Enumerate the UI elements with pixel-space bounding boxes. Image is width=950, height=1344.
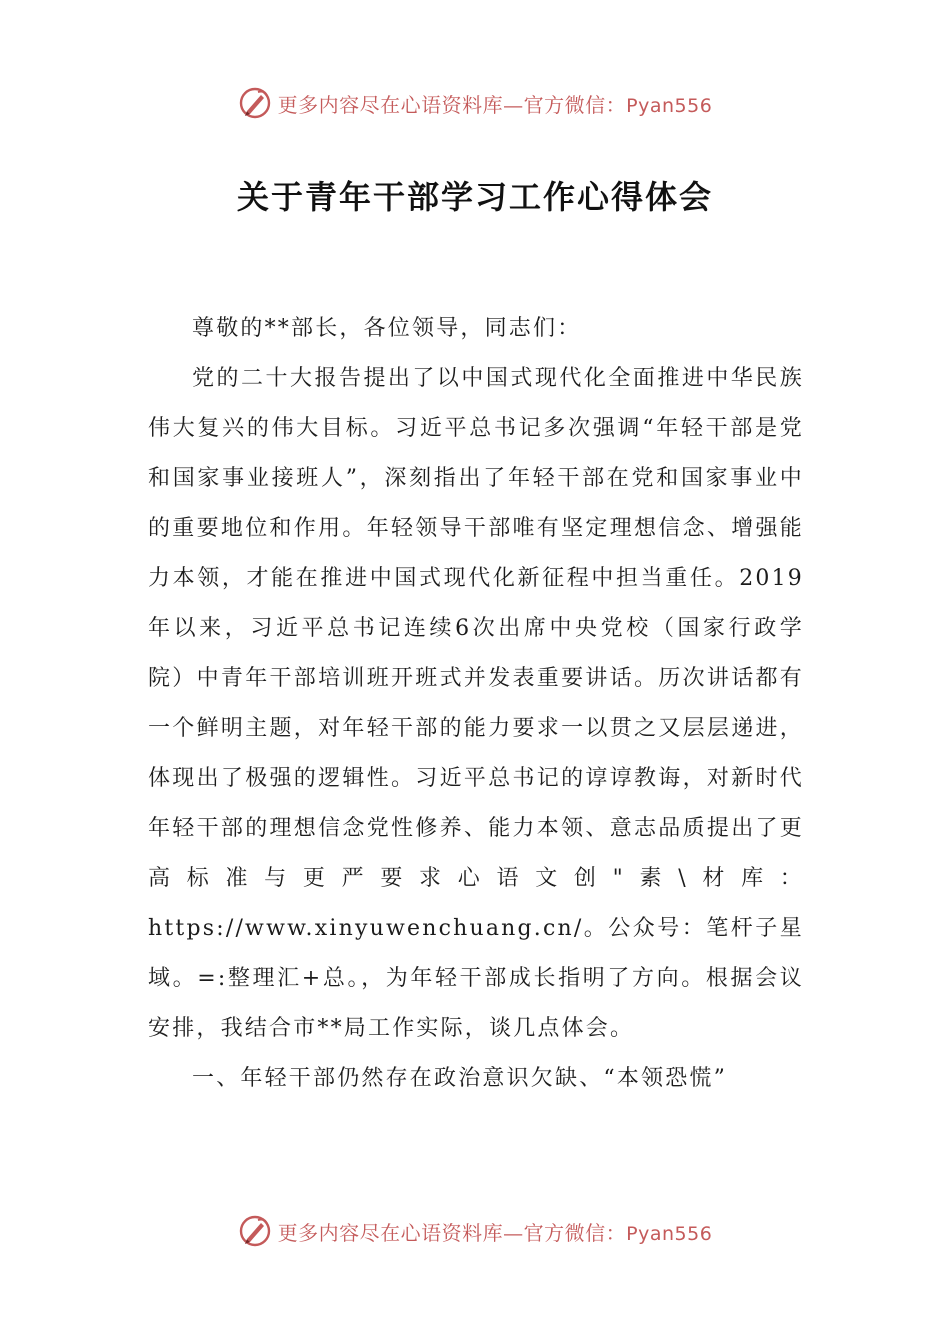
pen-logo-icon [238,86,272,120]
watermark-text: 更多内容尽在心语资料库—官方微信：Pyan556 [277,1220,713,1245]
salutation: 尊敬的**部长，各位领导，同志们： [192,316,582,341]
footer-watermark [0,1206,950,1256]
watermark-text: 更多内容尽在心语资料库—官方微信：Pyan556 [277,92,713,117]
document-body [148,304,804,1104]
pen-logo-icon [238,1214,272,1248]
document-title: 关于青年干部学习工作心得体会 [236,178,713,216]
section-heading: 一、年轻干部仍然存在政治意识欠缺、“本领恐慌” [192,1066,728,1091]
paragraph: 党的二十大报告提出了以中国式现代化全面推进中华民族伟大复兴的伟大目标。习近平总书记多次强调“年轻干部是党和国家事业接班人”，深刻指出了年轻干部在党和国家事业中的重要地位和作用。年轻领导干部唯有坚定理想信念、增强能力本领，才能在推进中国式现代化新征程中担当重任。2019年以来，习近平总书记连续6次出席中央党校（国家行政学院）中青年干部培训班开班式并发表重要讲话。历次讲话都有一个鲜明主题，对年轻干部的能力要求一以贯之又层层递进，体现出了极强的逻辑性。习近平总书记的谆谆教诲，对新时代年轻干部的理想信念党性修养、能力本领、意志品质提出了更高标准与更严要求心语文创"素\材库：https://www.xinyuwenchuang.cn/。公众号：笔杆子星域。=:整理汇+总。，为年轻干部成长指明了方向。根据会议安排，我结合市**局工作实际，谈几点体会。 [148,366,804,1041]
header-watermark [0,78,950,128]
